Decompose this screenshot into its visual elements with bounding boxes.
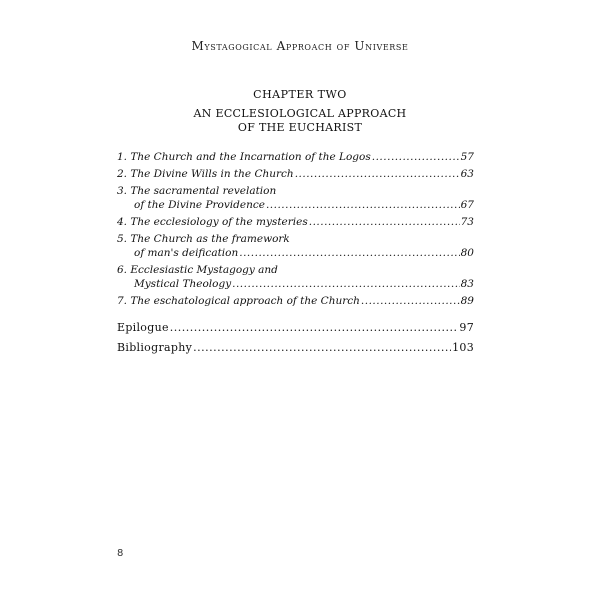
toc-entry-3: [117, 184, 474, 212]
toc-entry-1: [117, 150, 474, 164]
chapter-label: CHAPTER TWO: [253, 88, 347, 101]
toc-entry-page: 67: [460, 199, 474, 211]
leader-dots: [309, 215, 460, 229]
back-matter-label: Bibliography: [117, 341, 193, 354]
back-matter-page: 103: [452, 341, 474, 354]
back-matter: [117, 318, 474, 358]
toc-entry-title: 3. The sacramental revelation: [117, 185, 277, 197]
leader-dots: [239, 246, 459, 260]
toc-entry-page: 83: [460, 278, 474, 290]
toc-entry-title: 1. The Church and the Incarnation of the Logos: [117, 151, 371, 163]
chapter-title-line-2: OF THE EUCHARIST: [237, 121, 363, 134]
back-matter-label: Epilogue: [117, 321, 169, 334]
toc-entry-page: 57: [460, 151, 474, 163]
leader-dots: [232, 277, 460, 291]
toc-entry-page: 89: [460, 295, 474, 307]
toc-entry-title-cont: Mystical Theology: [134, 278, 232, 290]
toc-entry-7: [117, 294, 474, 308]
chapter-title-line-1: AN ECCLESIOLOGICAL APPROACH: [193, 107, 407, 120]
chapter-title: [0, 107, 600, 135]
toc-entry-title-cont: of the Divine Providence: [134, 199, 265, 211]
back-matter-epilogue: [117, 318, 474, 338]
toc-entry-page: 63: [460, 168, 474, 180]
toc-entry-page: 73: [460, 216, 474, 228]
toc-entry-2: [117, 167, 474, 181]
toc-entry-title-cont: of man's deification: [134, 247, 239, 259]
back-matter-page: 97: [459, 321, 474, 334]
leader-dots: [372, 150, 460, 164]
leader-dots: [295, 167, 460, 181]
toc-entry-title: 4. The ecclesiology of the mysteries: [117, 216, 308, 228]
toc-entry-page: 80: [460, 247, 474, 259]
leader-dots: [266, 198, 460, 212]
leader-dots: [193, 338, 451, 358]
running-head: Mystagogical Approach of Universe: [191, 39, 409, 53]
toc-entry-title: 6. Ecclesiastic Mystagogy and: [117, 264, 278, 276]
table-of-contents: [117, 150, 474, 311]
toc-entry-5: [117, 232, 474, 260]
toc-entry-title: 7. The eschatological approach of the Church: [117, 295, 360, 307]
back-matter-bibliography: [117, 338, 474, 358]
toc-entry-title: 2. The Divine Wills in the Church: [117, 168, 294, 180]
toc-entry-4: [117, 215, 474, 229]
page-number: 8: [117, 548, 124, 559]
leader-dots: [170, 318, 459, 338]
toc-entry-6: [117, 263, 474, 291]
leader-dots: [361, 294, 460, 308]
toc-entry-title: 5. The Church as the framework: [117, 233, 290, 245]
